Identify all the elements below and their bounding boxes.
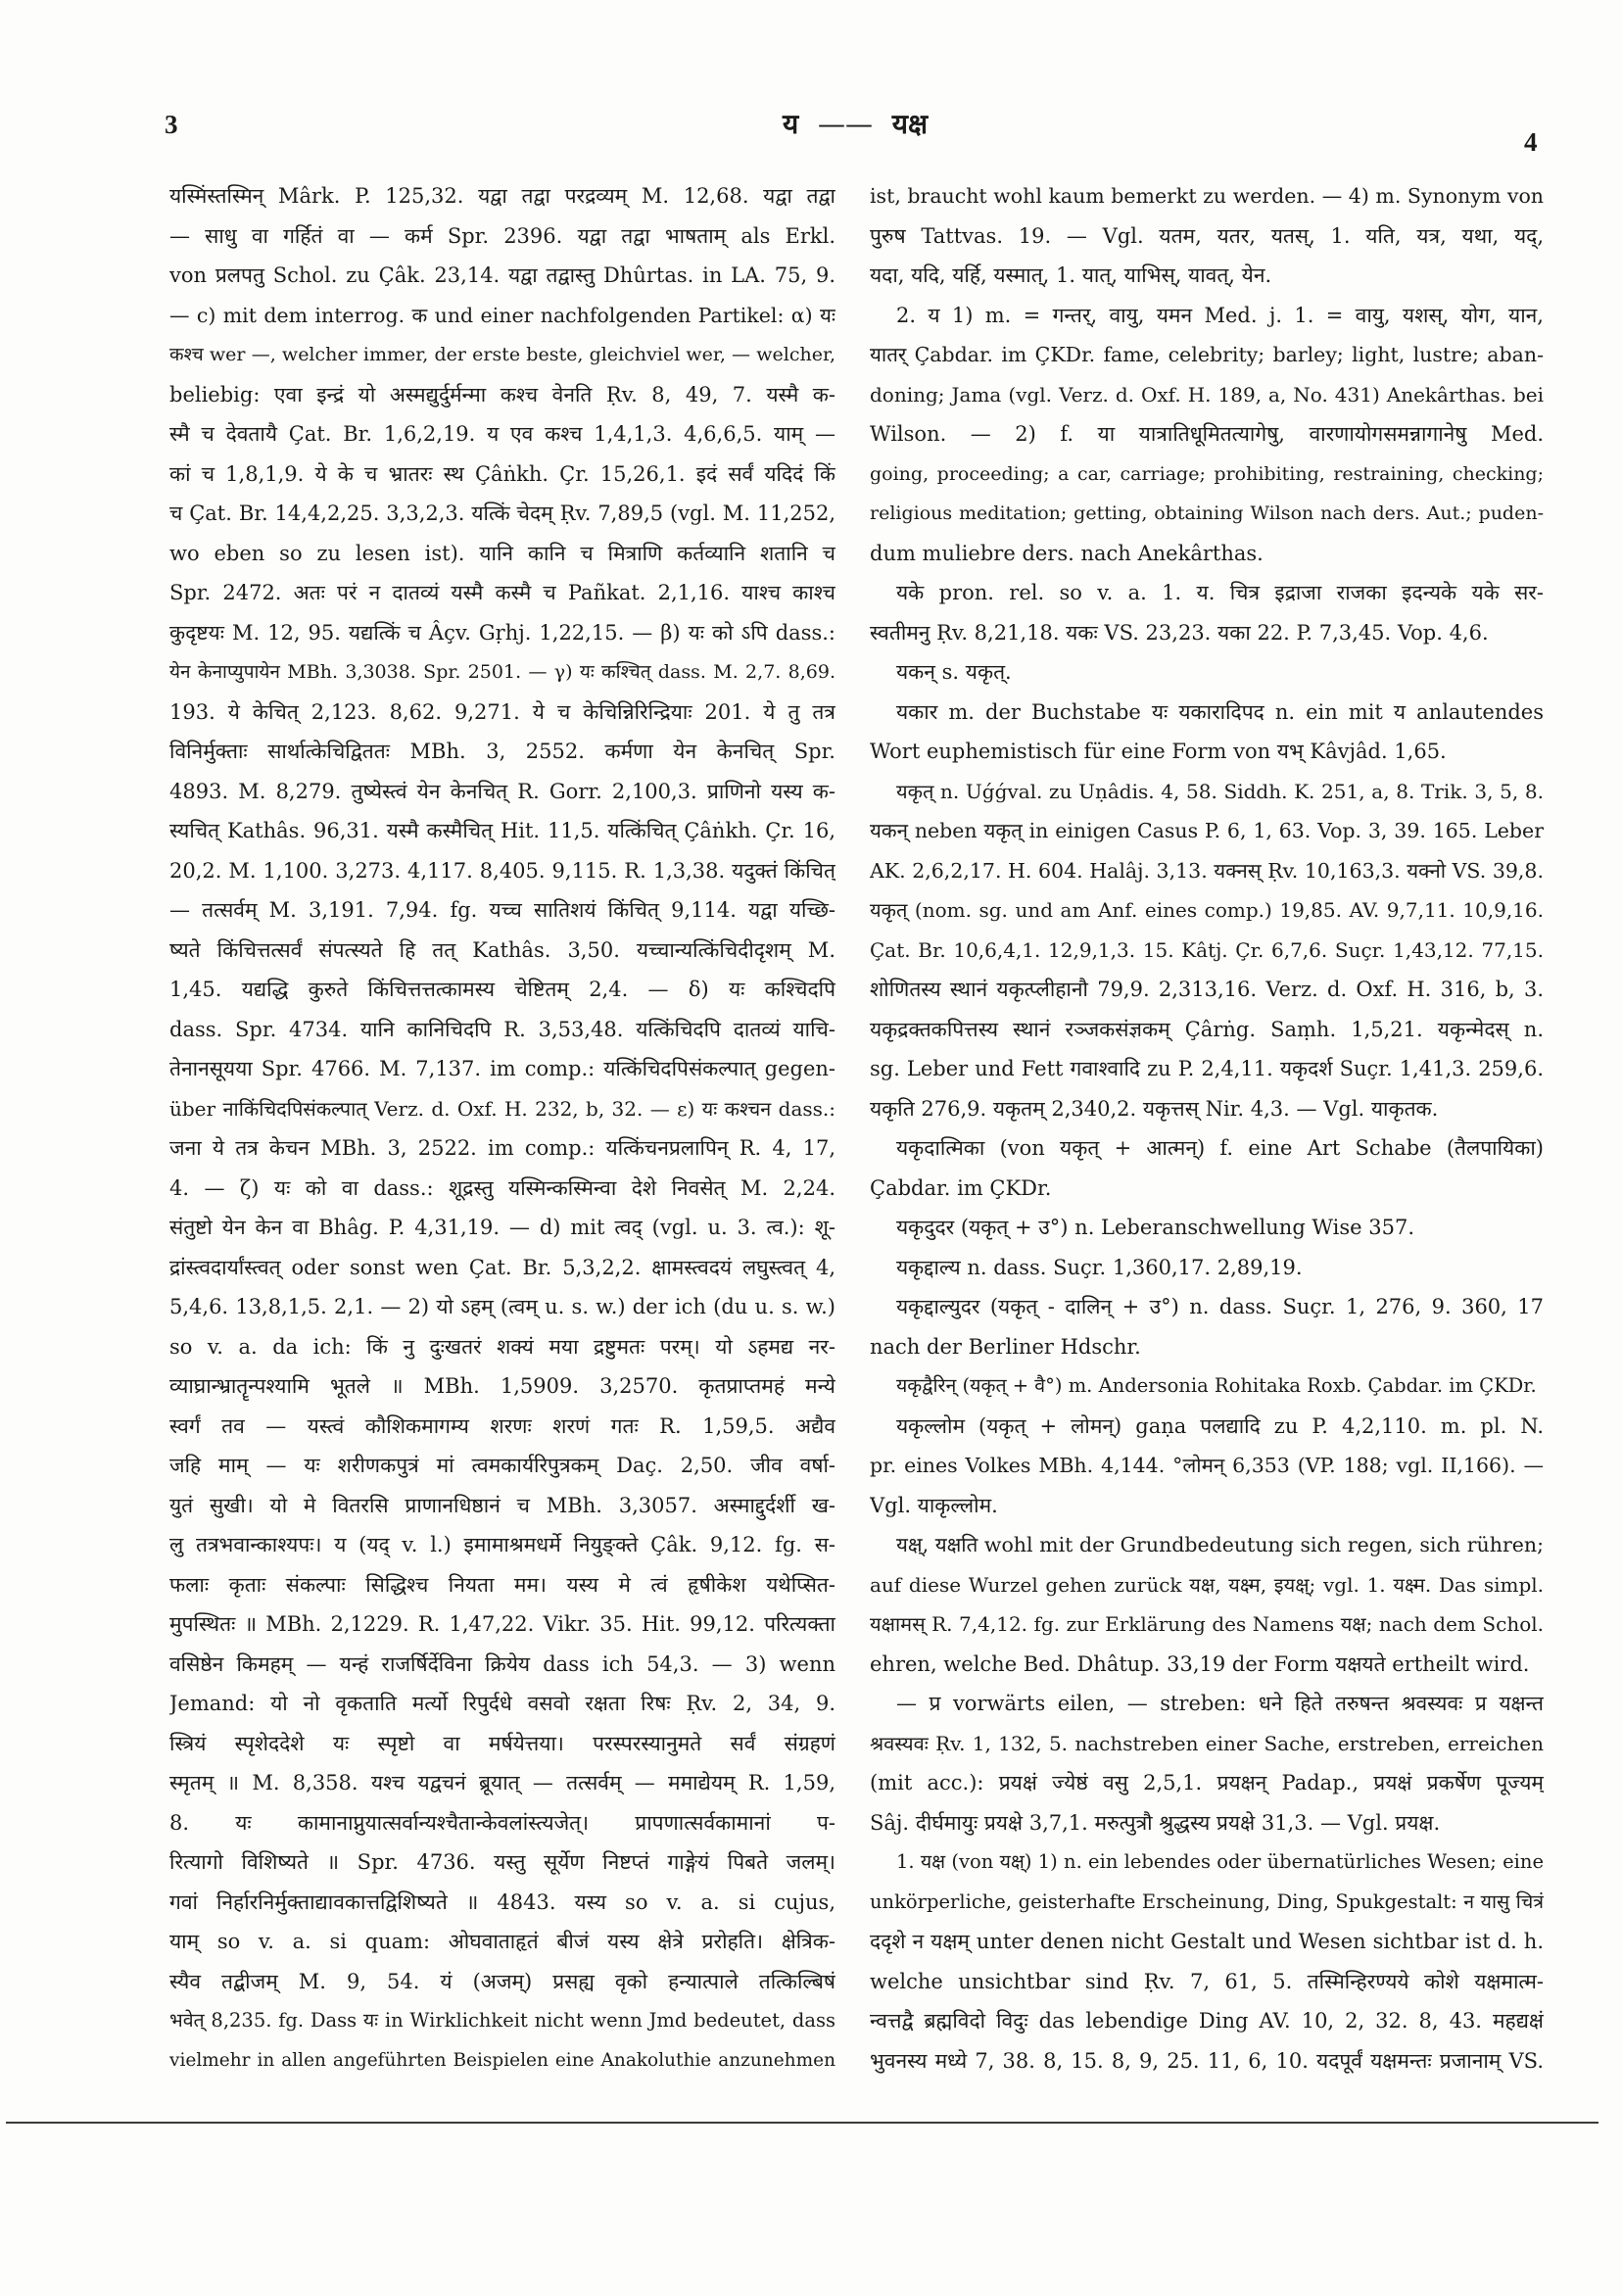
dictionary-entry [870, 573, 1544, 652]
text-line: तेनानसूयया Spr. 4766. M. 7,137. im comp.: यत्किंचिदपिसंकल्पात् gegen- [169, 1057, 835, 1080]
text-line: येन केनाप्युपायेन MBh. 3,3038. Spr. 2501. — γ) यः कश्चित् dass. M. 2,7. 8,69. [169, 661, 835, 683]
text-line: यके pron. rel. so v. a. 1. य. चित्र इद्राजा राजका इदन्यके यके सर- [896, 581, 1544, 604]
left-column [169, 176, 835, 2081]
text-line: स्वतीमनु Ṛv. 8,21,18. यकः VS. 23,23. यका 22. P. 7,3,45. Vop. 4,6. [870, 620, 1489, 645]
dictionary-entry [870, 1287, 1544, 1366]
text-line: यकृदात्मिका (von यकृत् + आत्मन्) f. eine Art Schabe (तैलपायिका) [896, 1136, 1544, 1160]
text-line: भुवनस्य मध्ये 7, 38. 8, 15. 8, 9, 25. 11, 6, 10. यदपूर्वं यक्षमन्तः प्रजानाम् VS. [870, 2048, 1544, 2073]
text-line: यकृत् (nom. sg. und am Anf. eines comp.) 19,85. AV. 9,7,11. 10,9,16. [870, 898, 1544, 922]
text-line: यातर् Çabdar. im ÇKDr. fame, celebrity; barley; light, lustre; aban- [870, 343, 1544, 366]
text-line: sg. Leber und Fett गवाश्वादि zu P. 2,4,11. यकृदर्श Suçr. 1,41,3. 259,6. [870, 1057, 1544, 1080]
text-line: ist, braucht wohl kaum bemerkt zu werden. — 4) m. Synonym von [870, 184, 1544, 208]
running-head-separator: —— [817, 108, 873, 140]
text-line: dum muliebre ders. nach Anekârthas. [870, 541, 1264, 565]
text-line: ehren, welche Bed. Dhâtup. 33,19 der Form यक्षयते ertheilt wird. [870, 1651, 1530, 1676]
text-line: 2. य 1) m. = गन्तर्, वायु, यमन Med. j. 1. = वायु, यशस्, योग, यान, [896, 303, 1544, 327]
text-line: (mit acc.): प्रयक्षं ज्येष्ठं वसु 2,5,1. प्रयक्षन् Padap., प्रयक्षं प्रकर्षेण पूज्यम् [870, 1771, 1544, 1794]
text-line: च Çat. Br. 14,4,2,25. 3,3,2,3. यत्किं चेदम् Ṛv. 7,89,5 (vgl. M. 11,252, [169, 502, 835, 525]
text-line: मुपस्थितः ॥ MBh. 2,1229. R. 1,47,22. Vikr. 35. Hit. 99,12. परित्यक्ता [169, 1612, 835, 1636]
right-column [870, 176, 1544, 2081]
text-line: श्रवस्यवः Ṛv. 1, 132, 5. nachstreben einer Sache, erstreben, erreichen [870, 1731, 1544, 1755]
text-line: von प्रलपतु Schol. zu Çâk. 23,14. यद्वा तद्वास्तु Dhûrtas. in LA. 75, 9. [169, 263, 835, 287]
dictionary-entry [870, 652, 1544, 693]
text-line: 1,45. यद्यद्धि कुरुते किंचित्तत्तत्कामस्य चेष्टितम् 2,4. — δ) यः कश्चिदपि [169, 978, 835, 1001]
dictionary-entry [870, 176, 1544, 296]
text-line: स्यैव तद्बीजम् M. 9, 54. यं (अजम्) प्रसह्य वृको हन्यात्पाले तत्किल्बिषं [169, 1969, 835, 1993]
text-line: going, proceeding; a car, carriage; prohibiting, restraining, checking; [870, 462, 1544, 485]
text-line: व्याघ्रान्भ्रातॄन्पश्यामि भूतले ॥ MBh. 1,5909. 3,2570. कृतप्राप्तमहं मन्ये [169, 1374, 835, 1398]
text-line: über नाकिंचिदपिसंकल्पात् Verz. d. Oxf. H. 232, b, 32. — ε) यः कश्चन dass.: [169, 1096, 835, 1121]
text-line: Spr. 2472. अतः परं न दातव्यं यस्मै कस्मै च Pañkat. 2,1,16. याश्च काश्च [169, 581, 835, 604]
text-line: संतुष्टो येन केन वा Bhâg. P. 4,31,19. — d) mit त्वद् (vgl. u. 3. त्व.): शू- [169, 1216, 835, 1239]
text-line: पुरुष Tattvas. 19. — Vgl. यतम, यतर, यतस्, 1. यति, यत्र, यथा, यद्, [870, 223, 1544, 248]
text-line: यकृल्लोम (यकृत् + लोमन्) gaṇa पलद्यादि zu P. 4,2,110. m. pl. N. [896, 1413, 1544, 1438]
text-line: AK. 2,6,2,17. H. 604. Halâj. 3,13. यक्नस् Ṛv. 10,163,3. यक्नो VS. 39,8. [870, 858, 1544, 883]
text-line: pr. eines Volkes MBh. 4,144. °लोमन् 6,353 (VP. 188; vgl. II,166). — [870, 1454, 1544, 1477]
text-line: auf diese Wurzel gehen zurück यक्ष, यक्ष्म, इयक्ष्; vgl. 1. यक्ष्म. Das simpl. [870, 1572, 1544, 1597]
text-line: 8. यः कामानाप्नुयात्सर्वान्यश्चैतान्केवलांस्त्यजेत्। प्रापणात्सर्वकामानां प- [169, 1810, 835, 1835]
text-line: Vgl. याकृल्लोम. [870, 1493, 998, 1517]
text-line: 4893. M. 8,279. तुष्येस्त्वं येन केनचित् R. Gorr. 2,100,3. प्राणिनो यस्य क- [169, 779, 835, 803]
text-line: स्त्रियं स्पृशेददेशे यः स्पृष्टो वा मर्षयेत्तया। परस्परस्यानुमते सर्वं संग्रहणं [169, 1731, 835, 1755]
text-line: ष्यते किंचित्तत्सर्वं संपत्स्यते हि तत् Kathâs. 3,50. यच्चान्यत्किंचिदीदृशम् M. [169, 937, 835, 962]
text-line: ददृशे न यक्षम् unter denen nicht Gestalt und Wesen sichtbar ist d. h. [870, 1930, 1544, 1953]
text-line: लु तत्रभवान्काश्यपः। य (यद् v. l.) इमामाश्रमधर्मे नियुङ्क्ते Çâk. 9,12. fg. स- [169, 1533, 835, 1556]
dictionary-entry [870, 1208, 1544, 1248]
dictionary-entry [870, 1248, 1544, 1288]
dictionary-entry [870, 1366, 1544, 1407]
text-line: स्यचित् Kathâs. 96,31. यस्मै कस्मैचित् Hit. 11,5. यत्किंचित् Çâṅkh. Çr. 16, [169, 819, 835, 842]
dictionary-entry [870, 1684, 1544, 1842]
text-line: रित्यागो विशिष्यते ॥ Spr. 4736. यस्तु सूर्येण निष्टप्तं गाङ्गेयं पिबते जलम्। [169, 1850, 835, 1874]
dictionary-entry [870, 1525, 1544, 1684]
text-line: शोणितस्य स्थानं यकृत्प्लीहानौ 79,9. 2,313,16. Verz. d. Oxf. H. 316, b, 3. [870, 978, 1544, 1001]
text-line: — तत्सर्वम् M. 3,191. 7,94. fg. यच्च सातिशयं किंचित् 9,114. यद्वा यच्छि- [169, 898, 835, 922]
text-line: यकृदुदर (यकृत् + उ°) n. Leberanschwellung Wise 357. [896, 1216, 1415, 1239]
text-line: so v. a. da ich: किं नु दुःखतरं शक्यं मया द्रष्टुमतः परम्। यो ऽहमद्य नर- [169, 1334, 835, 1359]
text-line: यक्ष्, यक्षति wohl mit der Grundbedeutung sich regen, sich rühren; [896, 1533, 1544, 1556]
page-number-right: 4 [1524, 127, 1538, 157]
text-line: यकृद्दाल्य n. dass. Suçr. 1,360,17. 2,89,19. [896, 1255, 1303, 1279]
text-line: Jemand: यो नो वृकताति मर्त्यो रिपुर्दधे वसवो रक्षता रिषः Ṛv. 2, 34, 9. [169, 1692, 835, 1715]
text-line: फलाः कृताः संकल्पाः सिद्धिश्च नियता मम। यस्य मे त्वं हृषीकेश यथेप्सित- [169, 1572, 835, 1597]
dictionary-entry [870, 1407, 1544, 1526]
text-line: 193. ये केचित् 2,123. 8,62. 9,271. ये च केचिन्निरिन्द्रियाः 201. ये तु तत्र [169, 699, 835, 724]
text-line: wo eben so zu lesen ist). यानि कानि च मित्राणि कर्तव्यानि शतानि च [169, 541, 835, 565]
dictionary-entry [870, 772, 1544, 1129]
text-line: कश्च wer —, welcher immer, der erste beste, gleichviel wer, — welcher, [169, 344, 835, 365]
running-head [659, 108, 1051, 141]
text-line: Wilson. — 2) f. या यात्रातिधूमितत्यागेषु, वारणायोगसमन्नागानेषु Med. [870, 422, 1544, 446]
text-line: यकन् neben यकृत् in einigen Casus P. 6, 1, 63. Vop. 3, 39. 165. Leber [870, 819, 1544, 842]
text-line: भवेत् 8,235. fg. Dass यः in Wirklichkeit nicht wenn Jmd bedeutet, dass [169, 2009, 835, 2032]
text-line: द्रांस्त्वदार्यांस्त्वत् oder sonst wen Çat. Br. 5,3,2,2. क्षामस्त्वदयं लघुस्त्वत् 4, [169, 1255, 835, 1279]
running-head-last: यक्ष [891, 108, 929, 140]
footer-rule [6, 2122, 1598, 2124]
page-number-left: 3 [165, 110, 178, 139]
text-line: युतं सुखी। यो मे वितरसि प्राणानधिष्ठानं च MBh. 3,3057. अस्माद्दुर्दर्शी ख- [169, 1493, 835, 1517]
text-line: यकृत् n. Uǵǵval. zu Uṇâdis. 4, 58. Siddh. K. 251, a, 8. Trik. 3, 5, 8. [896, 779, 1544, 803]
text-line: beliebig: एवा इन्द्रं यो अस्मद्युर्दुर्मन्मा कश्च वेनति Ṛv. 8, 49, 7. यस्मै क- [169, 382, 835, 407]
text-line: welche unsichtbar sind Ṛv. 7, 61, 5. तस्मिन्हिरण्यये कोशे यक्षमात्म- [870, 1969, 1544, 1993]
dictionary-entry [169, 176, 835, 2081]
text-line: गवां निर्हारनिर्मुक्ताद्यावकात्तद्विशिष्यते ॥ 4843. यस्य so v. a. si cujus, [169, 1889, 835, 1914]
text-line: कां च 1,8,1,9. ये के च भ्रातरः स्थ Çâṅkh. Çr. 15,26,1. इदं सर्वं यदिदं किं [169, 461, 835, 486]
text-line: यक्षामस् R. 7,4,12. fg. zur Erklärung des Namens यक्ष; nach dem Schol. [870, 1612, 1544, 1636]
text-line: यकृद्रक्तकपित्तस्य स्थानं रञ्जकसंज्ञकम् Çârṅg. Saṃh. 1,5,21. यकृन्मेदस् n. [870, 1017, 1544, 1041]
text-line: यकन् s. यकृत्. [896, 660, 1012, 684]
text-line: 4. — ζ) यः को वा dass.: शूद्रस्तु यस्मिन्कस्मिन्वा देशे निवसेत् M. 2,24. [169, 1175, 835, 1200]
text-line: 5,4,6. 13,8,1,5. 2,1. — 2) यो ऽहम् (त्वम् u. s. w.) der ich (du u. s. w.) [169, 1295, 835, 1318]
text-line: स्मै च देवतायै Çat. Br. 1,6,2,19. य एव कश्च 1,4,1,3. 4,6,6,5. याम् — [169, 422, 835, 446]
text-line: unkörperliche, geisterhafte Erscheinung, Ding, Spukgestalt: न यासु चित्रं [870, 1889, 1544, 1913]
text-line: जहि माम् — यः शरीणकपुत्रं मां त्वमकार्यरिपुत्रकम् Daç. 2,50. जीव वर्षा- [169, 1454, 835, 1477]
text-line: vielmehr in allen angeführten Beispielen eine Anakoluthie anzunehmen [169, 2049, 835, 2071]
dictionary-entry [870, 296, 1544, 574]
text-line: स्वर्गं तव — यस्त्वं कौशिकमागम्य शरणः शरणं गतः R. 1,59,5. अद्यैव [169, 1413, 835, 1438]
text-line: Sâj. दीर्घमायुः प्रयक्षे 3,7,1. मरुत्पुत्रौ श्रुद्धस्य प्रयक्षे 31,3. — Vgl. प्रयक्ष. [870, 1810, 1441, 1835]
text-line: Wort euphemistisch für eine Form von यभ् Kâvjâd. 1,65. [870, 740, 1447, 763]
text-line: religious meditation; getting, obtaining Wilson nach ders. Aut.; puden- [870, 502, 1544, 524]
text-line: यकृति 276,9. यकृतम् 2,340,2. यकृत्तस् Nir. 4,3. — Vgl. याकृतक. [870, 1096, 1439, 1121]
text-line: 1. यक्ष (von यक्ष्) 1) n. ein lebendes oder übernatürliches Wesen; eine [896, 1850, 1544, 1873]
text-line: विनिर्मुक्ताः सार्थात्केचिद्विततः MBh. 3, 2552. कर्मणा येन केनचित् Spr. [169, 740, 835, 763]
dictionary-entry [870, 1842, 1544, 2081]
text-line: वसिष्ठेन किमहम् — यन्हं राजर्षिर्देविना क्रियेय dass ich 54,3. — 3) wenn [169, 1651, 835, 1676]
text-line: यस्मिंस्तस्मिन् Mârk. P. 125,32. यद्वा तद्वा परद्रव्यम् M. 12,68. यद्वा तद्वा [169, 184, 835, 208]
text-line: 20,2. M. 1,100. 3,273. 4,117. 8,405. 9,115. R. 1,3,38. यदुक्तं किंचित् [169, 858, 835, 883]
text-line: यकृद्दाल्युदर (यकृत् - दालिन् + उ°) n. dass. Suçr. 1, 276, 9. 360, 17 [896, 1295, 1544, 1318]
text-line: यदा, यदि, यर्हि, यस्मात्, 1. यात्, याभिस्, यावत्, येन. [870, 263, 1272, 287]
text-line: Çat. Br. 10,6,4,1. 12,9,1,3. 15. Kâtj. Çr. 6,7,6. Suçr. 1,43,12. 77,15. [870, 937, 1544, 962]
text-line: — साधु वा गर्हितं वा — कर्म Spr. 2396. यद्वा तद्वा भाषताम् als Erkl. [169, 223, 835, 248]
text-line: यकार m. der Buchstabe यः यकारादिपद n. ein mit य anlautendes [896, 699, 1544, 724]
text-line: Çabdar. im ÇKDr. [870, 1175, 1052, 1200]
text-line: स्मृतम् ॥ M. 8,358. यश्च यद्वचनं ब्रूयात् — तत्सर्वम् — ममाद्येयम् R. 1,59, [169, 1771, 835, 1794]
text-line: यकृद्वैरिन् (यकृत् + वै°) m. Andersonia Rohitaka Roxb. Çabdar. im ÇKDr. [896, 1374, 1537, 1397]
text-line: nach der Berliner Hdschr. [870, 1334, 1141, 1359]
dictionary-entry [870, 693, 1544, 772]
dictionary-entry [870, 1128, 1544, 1208]
text-line: जना ये तत्र केचन MBh. 3, 2522. im comp.: यत्किंचनप्रलापिन् R. 4, 17, [169, 1136, 835, 1160]
text-line: dass. Spr. 4734. यानि कानिचिदपि R. 3,53,48. यत्किंचिदपि दातव्यं याचि- [169, 1017, 835, 1041]
text-line: doning; Jama (vgl. Verz. d. Oxf. H. 189, a, No. 431) Anekârthas. bei [870, 382, 1544, 407]
text-line: याम् so v. a. si quam: ओघवाताहृतं बीजं यस्य क्षेत्रे प्ररोहति। क्षेत्रिक- [169, 1930, 835, 1953]
running-head-first: य [782, 108, 799, 140]
text-line: न्वत्तद्वै ब्रह्मविदो विदुः das lebendige Ding AV. 10, 2, 32. 8, 43. महद्यक्षं [870, 2009, 1544, 2033]
text-line: कुदृष्टयः M. 12, 95. यद्यत्किं च Âçv. Gṛhj. 1,22,15. — β) यः को ऽपि dass.: [169, 620, 835, 645]
text-line: — c) mit dem interrog. क und einer nachfolgenden Partikel: α) यः [169, 303, 835, 327]
text-line: — प्र vorwärts eilen, — streben: धने हिते तरुषन्त श्रवस्यवः प्र यक्षन्त [896, 1692, 1544, 1715]
